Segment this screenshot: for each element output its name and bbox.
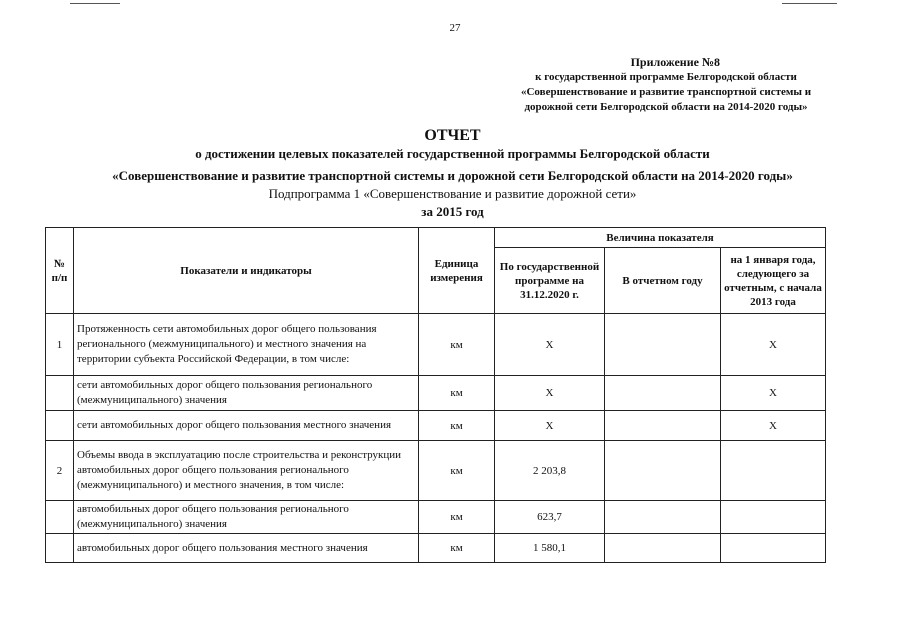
jan1-value-cell — [721, 441, 826, 501]
table-row — [46, 501, 826, 534]
report-title: ОТЧЕТ — [424, 127, 481, 144]
report-subtitle: о достижении целевых показателей государственной программы Белгородской области — [195, 146, 710, 161]
reporting-year-cell — [605, 411, 721, 441]
jan1-value-cell: X — [721, 314, 826, 376]
program-value-cell: X — [495, 314, 605, 376]
page-number: 27 — [449, 22, 461, 34]
header-unit: Единица измерения — [419, 228, 495, 314]
header-reporting-year: В отчетном году — [605, 248, 721, 314]
header-value-group: Величина показателя — [495, 228, 826, 248]
appendix-line: к государственной программе Белгородской области — [535, 71, 797, 83]
header-num: № п/п — [46, 228, 74, 314]
header-indicator: Показатели и индикаторы — [74, 228, 419, 314]
indicator-name: Объемы ввода в эксплуатацию после строительства и реконструкции автомобильных дорог общего пользования регионального (межмуниципального) и местного значения, в том числе: — [74, 441, 419, 501]
reporting-year-cell — [605, 376, 721, 411]
report-heading — [0, 127, 905, 222]
appendix-block — [470, 55, 840, 115]
table-row — [46, 314, 826, 376]
table-row — [46, 376, 826, 411]
indicators-table — [45, 227, 826, 563]
appendix-title: Приложение №8 — [630, 55, 720, 69]
table-row — [46, 534, 826, 563]
appendix-line: «Совершенствование и развитие транспортной системы и — [520, 86, 812, 98]
row-number — [46, 376, 74, 411]
unit-cell: км — [419, 501, 495, 534]
indicator-name: Протяженность сети автомобильных дорог общего пользования регионального (межмуниципального) и местного значения на территории субъекта Российской Федерации, в том числе: — [74, 314, 419, 376]
table-row — [46, 441, 826, 501]
indicator-name: сети автомобильных дорог общего пользования регионального (межмуниципального) значения — [74, 376, 419, 411]
unit-cell: км — [419, 534, 495, 563]
scan-edge-left — [70, 3, 120, 4]
unit-cell: км — [419, 314, 495, 376]
jan1-value-cell: X — [721, 411, 826, 441]
report-program-name: «Совершенствование и развитие транспортной системы и дорожной сети Белгородской области на 2014-2020 годы» — [112, 168, 793, 183]
row-number: 1 — [46, 314, 74, 376]
reporting-year-cell — [605, 314, 721, 376]
row-number — [46, 411, 74, 441]
program-value-cell: X — [495, 411, 605, 441]
program-value-cell: 623,7 — [495, 501, 605, 534]
reporting-year-cell — [605, 441, 721, 501]
table-row — [46, 411, 826, 441]
row-number — [46, 534, 74, 563]
reporting-year-cell — [605, 534, 721, 563]
program-value-cell: X — [495, 376, 605, 411]
indicator-name: автомобильных дорог общего пользования регионального (межмуниципального) значения — [74, 501, 419, 534]
row-number — [46, 501, 74, 534]
row-number: 2 — [46, 441, 74, 501]
scan-edge-right — [782, 3, 837, 4]
unit-cell: км — [419, 441, 495, 501]
program-value-cell: 1 580,1 — [495, 534, 605, 563]
unit-cell: км — [419, 376, 495, 411]
jan1-value-cell: X — [721, 376, 826, 411]
report-subprogram: Подпрограмма 1 «Совершенствование и развитие дорожной сети» — [268, 186, 637, 201]
header-by-program: По государственной программе на 31.12.2020 г. — [495, 248, 605, 314]
indicator-name: автомобильных дорог общего пользования местного значения — [74, 534, 419, 563]
indicator-name: сети автомобильных дорог общего пользования местного значения — [74, 411, 419, 441]
jan1-value-cell — [721, 534, 826, 563]
report-year: за 2015 год — [421, 204, 484, 219]
jan1-value-cell — [721, 501, 826, 534]
appendix-line: дорожной сети Белгородской области на 2014-2020 годы» — [524, 101, 808, 113]
reporting-year-cell — [605, 501, 721, 534]
header-jan1: на 1 января года, следующего за отчетным, с начала 2013 года — [721, 248, 826, 314]
unit-cell: км — [419, 411, 495, 441]
program-value-cell: 2 203,8 — [495, 441, 605, 501]
